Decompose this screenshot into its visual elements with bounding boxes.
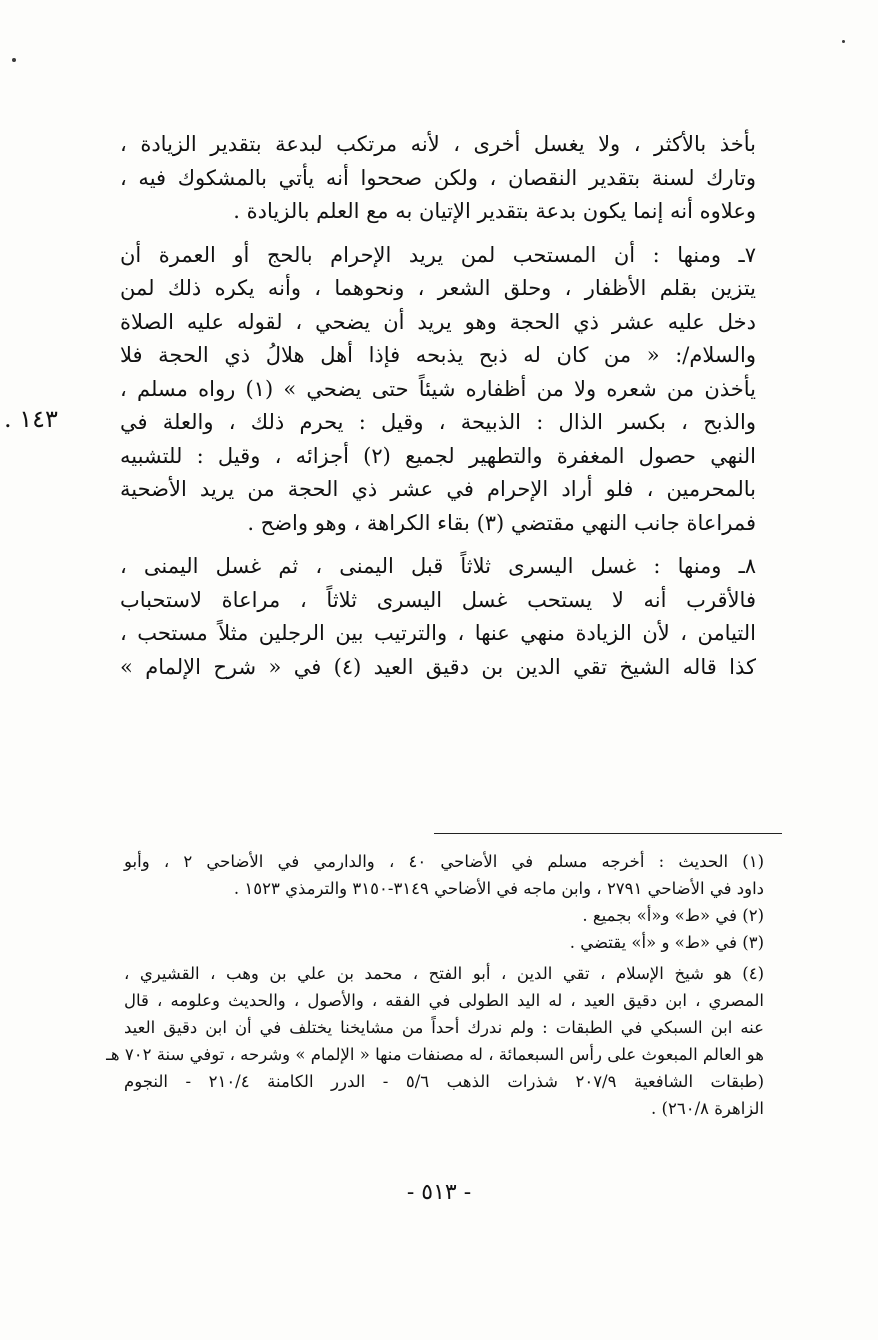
scan-speck (12, 58, 16, 62)
text-line: ٨ـ ومنها : غسل اليسرى ثلاثاً قبل اليمنى ، ثم غسل اليمنى ، (120, 554, 756, 578)
text-line: والسلام/: « من كان له ذبح يذبحه فإذا أهل هلالُ ذي الحجة فلا (120, 343, 756, 367)
footnote (124, 848, 764, 902)
margin-folio-number: ١٤٣ . (4, 405, 58, 433)
text-line: ٧ـ ومنها : أن المستحب لمن يريد الإحرام بالحج أو العمرة أن (120, 242, 756, 267)
footnote-line: (٤) هو شيخ الإسلام ، تقي الدين ، أبو الفتح ، محمد بن علي بن وهب ، القشيري ، (124, 964, 764, 983)
footnote-line: عنه ابن السبكي في الطبقات : ولم ندرك أحداً من مشايخنا يختلف في أن ابن دقيق العيد (124, 1018, 764, 1037)
text-line: وعلاوه أنه إنما يكون بدعة بتقدير الإتيان به مع العلم بالزيادة . (233, 199, 756, 223)
footnote-line: المصري ، ابن دقيق العيد ، له اليد الطولى في الفقه ، والأصول ، والحديث وعلومه ، قال (124, 991, 764, 1010)
scan-speck (842, 40, 845, 43)
paragraph (120, 239, 756, 541)
text-line: يتزين بقلم الأظفار ، وحلق الشعر ، ونحوهما ، وأنه يكره ذلك لمن (120, 276, 756, 300)
text-line: وتارك لسنة بتقدير النقصان ، ولكن صححوا أنه يأتي بالمشكوك فيه ، (120, 165, 756, 190)
text-line: بالمحرمين ، فلو أراد الإحرام في عشر ذي الحجة من يريد الأضحية (120, 477, 756, 501)
text-line: فمراعاة جانب النهي مقتضي (٣) بقاء الكراهة ، وهو واضح . (247, 510, 756, 535)
text-line: النهي حصول المغفرة والتطهير لجميع (٢) أجزائه ، وقيل : للتشبيه (120, 443, 756, 468)
text-line: كذا قاله الشيخ تقي الدين بن دقيق العيد (٤) في « شرح الإلمام » (120, 654, 757, 679)
footnote-line: (٢) في «ط» و«أ» بجميع . (582, 906, 764, 925)
footnote-line: هو العالم المبعوث على رأس السبعمائة ، له مصنفات منها « الإلمام » وشرحه ، توفي سنة ٧٠٢ هـ (106, 1045, 764, 1064)
footnote-line: داود في الأضاحي ٢٧٩١ ، وابن ماجه في الأضاحي ٣١٤٩-٣١٥٠ والترمذي ١٥٢٣ . (233, 879, 764, 898)
text-line: بأخذ بالأكثر ، ولا يغسل أخرى ، لأنه مرتكب لبدعة بتقدير الزيادة ، (120, 132, 756, 156)
page-number: - ٥١٣ - (406, 1180, 472, 1205)
paragraph (120, 550, 756, 684)
footnote-separator (434, 833, 782, 834)
main-text (120, 128, 756, 684)
text-line: والذبح ، بكسر الذال : الذبيحة ، وقيل : يحرم ذلك ، والعلة في (120, 410, 756, 434)
footnote (124, 902, 764, 929)
footnote-line: (٣) في «ط» و «أ» يقتضي . (569, 933, 764, 952)
footnote-line: (طبقات الشافعية ٢٠٧/٩ شذرات الذهب ٥/٦ - الدرر الكامنة ٢١٠/٤ - النجوم (124, 1072, 765, 1091)
footnote (106, 960, 765, 1122)
footnote-line: الزاهرة ٢٦٠/٨) . (651, 1099, 764, 1118)
footnotes (106, 848, 765, 1122)
paragraph (120, 128, 756, 229)
footnote-line: (١) الحديث : أخرجه مسلم في الأضاحي ٤٠ ، والدارمي في الأضاحي ٢ ، وأبو (124, 852, 765, 871)
footnote (124, 929, 764, 956)
text-line: دخل عليه عشر ذي الحجة وهو يريد أن يضحي ، لقوله عليه الصلاة (120, 309, 756, 334)
text-line: التيامن ، لأن الزيادة منهي عنها ، والترتيب بين الرجلين مثلاً مستحب ، (120, 621, 756, 645)
text-line: يأخذن من شعره ولا من أظفاره شيئاً حتى يضحي » (١) رواه مسلم ، (120, 376, 757, 401)
text-line: فالأقرب أنه لا يستحب غسل اليسرى ثلاثاً ، مراعاة لاستحباب (120, 587, 756, 612)
